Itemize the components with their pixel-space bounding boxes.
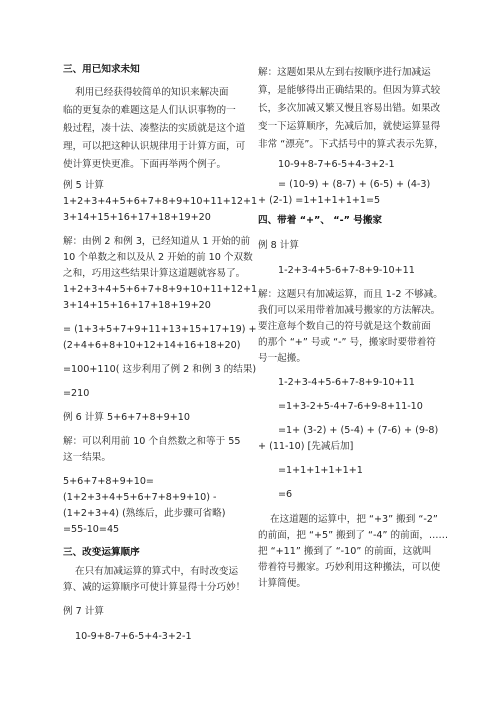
- section-heading: 三、用已知求未知: [63, 64, 140, 75]
- text-line: (1+2+3+4) (熟练后，此步骤可省略): [63, 508, 226, 519]
- text-line: 非常 “漂亮”。下式括号中的算式表示先算，: [258, 139, 444, 150]
- text-line: =210: [63, 388, 90, 399]
- text-line: 算，是能够得出正确结果的。但因为算式较: [258, 85, 441, 96]
- text-line: 例 6 计算 5+6+7+8+9+10: [63, 412, 190, 423]
- text-line: 1+2+3+4+5+6+7+8+9+10+11+12+1: [63, 196, 258, 207]
- text-line: 变一下运算顺序，先减后加，就使运算显得: [258, 121, 441, 132]
- text-line: 算、减的运算顺序可使计算显得十分巧妙！: [63, 582, 246, 593]
- text-line: + (2-1) =1+1+1+1+1=5: [258, 195, 381, 206]
- text-line: + (11-10) [先减后加]: [258, 441, 354, 452]
- text-line: =55-10=45: [63, 524, 120, 535]
- text-line: 号一起搬。: [258, 353, 306, 364]
- text-line: 利用已经获得较简单的知识来解决面: [75, 87, 229, 98]
- text-line: 解：由例 2 和例 3，已经知道从 1 开始的前: [63, 236, 251, 247]
- text-line: 之和，巧用这些结果计算这道题就容易了。: [63, 268, 246, 279]
- text-line: 10-9+8-7+6-5+4-3+2-1: [75, 631, 192, 642]
- text-line: =100+110( 这步利用了例 2 和例 3 的结果): [63, 364, 257, 375]
- text-line: 1-2+3-4+5-6+7-8+9-10+11: [278, 377, 415, 388]
- text-line: =1+1+1+1+1+1: [278, 465, 363, 476]
- text-line: 的前面，把 “+5” 搬到了 “-4” 的前面，……: [258, 530, 449, 541]
- section-heading: 三、改变运算顺序: [63, 547, 140, 558]
- text-line: 我们可以采用带着加减号搬家的方法解决。: [258, 305, 441, 316]
- text-line: 要注意每个数自己的符号就是这个数前面: [258, 321, 431, 332]
- text-line: (2+4+6+8+10+12+14+16+18+20): [63, 340, 241, 351]
- text-line: 例 5 计算: [63, 180, 104, 191]
- text-line: 10 个单数之和以及从 2 开始的前 10 个双数: [63, 252, 253, 263]
- text-line: 解：这题只有加减运算，而且 1-2 不够减。: [258, 289, 443, 300]
- text-line: 解：可以利用前 10 个自然数之和等于 55: [63, 436, 241, 447]
- text-line: 般过程，凑十法、凑整法的实质就是这个道: [63, 123, 246, 134]
- text-line: 解：这题如果从左到右按顺序进行加减运: [258, 67, 431, 78]
- text-line: 例 8 计算: [258, 240, 299, 251]
- text-line: 这一结果。: [63, 452, 111, 463]
- text-line: 理，可以把这种认识规律用于计算方面，可: [63, 141, 246, 152]
- text-line: 10-9+8-7+6-5+4-3+2-1: [278, 159, 395, 170]
- text-line: 使计算更快更准。下面再举两个例子。: [63, 159, 227, 170]
- text-line: =1+ (3-2) + (5-4) + (7-6) + (9-8): [278, 425, 439, 436]
- text-line: 长，多次加减又繁又慢且容易出错。如果改: [258, 103, 441, 114]
- section-heading: 四、带着 “+”、 “-” 号搬家: [258, 215, 383, 226]
- text-line: 的那个 “+” 号或 “-” 号，搬家时要带着符: [258, 337, 436, 348]
- text-line: 把 “+11” 搬到了 “-10” 的前面，这就叫: [258, 546, 432, 557]
- text-line: 在这道题的运算中，把 “+3” 搬到 “-2”: [270, 514, 438, 525]
- text-line: 例 7 计算: [63, 606, 104, 617]
- text-line: 带着符号搬家。巧妙利用这种搬法，可以使: [258, 562, 441, 573]
- text-line: =6: [278, 489, 293, 500]
- text-line: 临的更复杂的难题这是人们认识事物的一: [63, 105, 236, 116]
- text-line: (1+2+3+4+5+6+7+8+9+10) -: [63, 492, 217, 503]
- text-line: 3+14+15+16+17+18+19+20: [63, 212, 211, 223]
- text-line: 5+6+7+8+9+10=: [63, 476, 154, 487]
- text-line: = (10-9) + (8-7) + (6-5) + (4-3): [278, 179, 431, 190]
- text-line: 3+14+15+16+17+18+19+20: [63, 300, 211, 311]
- text-line: =1+3-2+5-4+7-6+9-8+11-10: [278, 401, 423, 412]
- text-line: 1-2+3-4+5-6+7-8+9-10+11: [278, 265, 415, 276]
- text-line: 1+2+3+4+5+6+7+8+9+10+11+12+1: [63, 284, 258, 295]
- text-line: 计算简便。: [258, 578, 306, 589]
- text-line: = (1+3+5+7+9+11+13+15+17+19) +: [63, 324, 257, 335]
- text-line: 在只有加减运算的算式中，有时改变运: [75, 566, 239, 577]
